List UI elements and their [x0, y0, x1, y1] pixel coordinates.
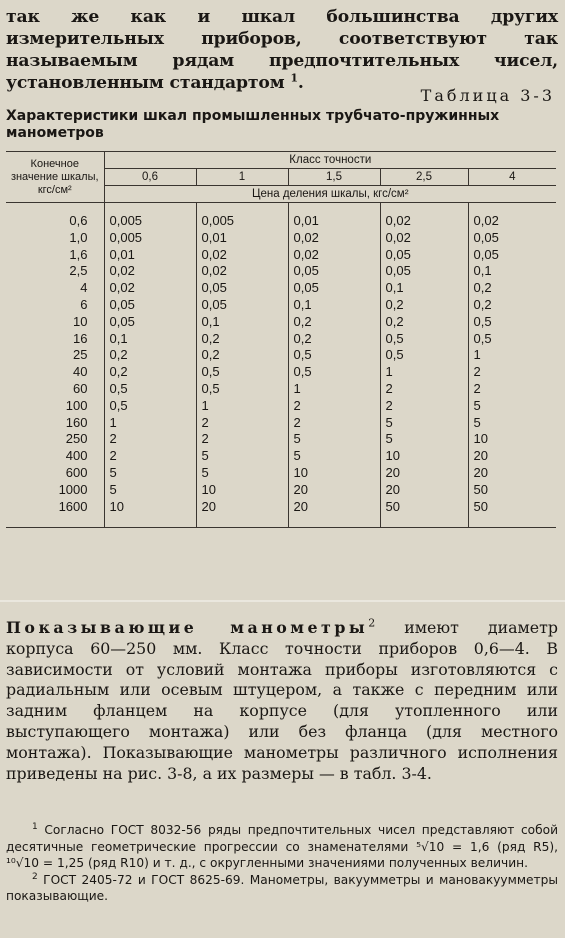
table-row: [6, 331, 556, 348]
main-heading-footnote-mark: 2: [368, 616, 376, 630]
division-value-cell: 5: [288, 448, 380, 465]
division-value-cell: 0,005: [104, 203, 196, 230]
division-value-cell: 10: [196, 482, 288, 499]
main-heading: Показывающие манометры: [6, 618, 369, 637]
col-header-accuracy-class: Класс точности: [104, 152, 556, 169]
division-value-cell: 20: [288, 482, 380, 499]
division-value-cell: 20: [380, 482, 468, 499]
final-value-cell: 250: [6, 431, 104, 448]
final-value-cell: 1,0: [6, 230, 104, 247]
final-value-cell: 100: [6, 398, 104, 415]
division-value-cell: 5: [468, 415, 556, 432]
division-value-cell: 20: [380, 465, 468, 482]
division-value-cell: 0,05: [104, 314, 196, 331]
division-value-cell: 2: [104, 448, 196, 465]
table-caption: Характеристики шкал промышленных трубчато-пружинных манометров: [6, 108, 500, 141]
division-value-cell: 0,1: [468, 263, 556, 280]
division-value-cell: 0,005: [104, 230, 196, 247]
division-value-cell: 0,02: [196, 247, 288, 264]
division-value-cell: 0,1: [104, 331, 196, 348]
division-value-cell: 2: [380, 381, 468, 398]
table-row: [6, 381, 556, 398]
division-value-cell: 0,01: [196, 230, 288, 247]
division-value-cell: 0,02: [104, 263, 196, 280]
division-value-cell: 50: [468, 499, 556, 528]
intro-text: так же как и шкал большинства других измерительных приборов, соответствуют так называемым рядам предпочтительных чисел, установленным стандартом: [6, 7, 558, 93]
division-value-cell: 1: [196, 398, 288, 415]
table-row: [6, 247, 556, 264]
division-value-cell: 2: [380, 398, 468, 415]
table-row: [6, 364, 556, 381]
division-value-cell: 0,5: [380, 347, 468, 364]
division-value-cell: 5: [288, 431, 380, 448]
division-value-cell: 0,5: [380, 331, 468, 348]
division-value-cell: 0,2: [468, 297, 556, 314]
division-value-cell: 0,02: [380, 230, 468, 247]
division-value-cell: 0,2: [380, 314, 468, 331]
division-value-cell: 0,5: [468, 331, 556, 348]
final-value-cell: 160: [6, 415, 104, 432]
division-value-cell: 0,05: [196, 280, 288, 297]
footnote-1: [6, 822, 558, 872]
final-value-cell: 600: [6, 465, 104, 482]
division-value-cell: 0,02: [380, 203, 468, 230]
division-value-cell: 0,2: [380, 297, 468, 314]
final-value-cell: 10: [6, 314, 104, 331]
class-header: 1: [196, 169, 288, 186]
table-row: [6, 448, 556, 465]
final-value-cell: 1000: [6, 482, 104, 499]
division-value-cell: 0,5: [288, 364, 380, 381]
division-value-cell: 1: [288, 381, 380, 398]
col-header-final-value: Конечное значение шкалы, кгс/см²: [6, 152, 104, 203]
division-value-cell: 0,01: [104, 247, 196, 264]
division-value-cell: 0,2: [196, 347, 288, 364]
division-value-cell: 0,05: [196, 297, 288, 314]
intro-paragraph: так же как и шкал большинства других измерительных приборов, соответствуют так называемым рядам предпочтительных чисел, установленным стандартом $^1$.: [6, 7, 558, 93]
division-value-cell: 0,1: [288, 297, 380, 314]
division-value-cell: 0,02: [288, 247, 380, 264]
division-value-cell: 0,2: [104, 347, 196, 364]
division-value-cell: 2: [196, 415, 288, 432]
division-value-cell: 0,05: [104, 297, 196, 314]
table-row: [6, 230, 556, 247]
division-value-cell: 0,2: [288, 331, 380, 348]
final-value-cell: 1,6: [6, 247, 104, 264]
table-row: [6, 398, 556, 415]
division-value-cell: 20: [288, 499, 380, 528]
division-value-cell: 0,05: [380, 263, 468, 280]
table-row: [6, 263, 556, 280]
division-value-cell: 20: [468, 448, 556, 465]
division-value-cell: 10: [380, 448, 468, 465]
table-row: [6, 482, 556, 499]
division-value-cell: 0,02: [288, 230, 380, 247]
division-value-cell: 10: [468, 431, 556, 448]
division-value-cell: 20: [468, 465, 556, 482]
division-value-cell: 0,5: [196, 364, 288, 381]
division-value-cell: 0,05: [468, 247, 556, 264]
table-row: [6, 347, 556, 364]
footnote-1-text: Согласно ГОСТ 8032-56 ряды предпочтительных чисел представляют собой десятичные геометрические прогрессии со знаменателями ⁵√10 = 1,6 (ряд R5), ¹⁰√10 = 1,25 (ряд R10) и т. д., с округленными значениями полученных величин.: [6, 823, 558, 870]
division-value-cell: 0,02: [196, 263, 288, 280]
division-value-cell: 5: [104, 465, 196, 482]
table-row: [6, 203, 556, 230]
final-value-cell: 25: [6, 347, 104, 364]
main-text: имеют диаметр корпуса 60—250 мм. Класс точности приборов 0,6—4. В зависимости от условий монтажа приборы изготовляются с радиальным или осевым штуцером, а также с передним или задним фланцем на корпусе (для утопленного или выступающего монтажа) или без фланца (для местного монтажа). Показывающие манометры различного исполнения приведены на рис. 3-8, а их размеры — в табл. 3-4.: [6, 618, 559, 783]
division-value-cell: 0,5: [196, 381, 288, 398]
table-number: Таблица 3-3: [420, 86, 555, 105]
division-value-cell: 5: [104, 482, 196, 499]
final-value-cell: 60: [6, 381, 104, 398]
division-value-cell: 0,5: [104, 381, 196, 398]
division-value-cell: 0,2: [468, 280, 556, 297]
division-value-cell: 0,02: [468, 203, 556, 230]
division-value-cell: 10: [104, 499, 196, 528]
division-value-cell: 10: [288, 465, 380, 482]
final-value-cell: 16: [6, 331, 104, 348]
table-row: [6, 431, 556, 448]
footnote-1-mark: 1: [32, 821, 38, 832]
division-value-cell: 50: [380, 499, 468, 528]
division-value-cell: 2: [104, 431, 196, 448]
division-value-cell: 0,5: [288, 347, 380, 364]
table-row: [6, 280, 556, 297]
final-value-cell: 400: [6, 448, 104, 465]
intro-footnote-mark: 1: [290, 71, 298, 85]
table-row: [6, 415, 556, 432]
division-value-cell: 0,05: [288, 263, 380, 280]
division-value-cell: 2: [288, 398, 380, 415]
division-value-cell: 5: [196, 465, 288, 482]
footnote-2: [6, 872, 558, 905]
division-value-cell: 0,05: [468, 230, 556, 247]
section-divider: [0, 600, 565, 602]
division-value-cell: 5: [380, 431, 468, 448]
main-paragraph: [6, 618, 558, 784]
division-value-cell: 0,5: [468, 314, 556, 331]
table-row: [6, 314, 556, 331]
division-value-cell: 5: [196, 448, 288, 465]
table-row: [6, 297, 556, 314]
division-value-cell: 0,5: [104, 398, 196, 415]
division-value-cell: 0,1: [380, 280, 468, 297]
division-value-cell: 0,05: [380, 247, 468, 264]
footnotes: [6, 822, 558, 905]
division-value-cell: 0,2: [196, 331, 288, 348]
division-value-cell: 5: [380, 415, 468, 432]
division-value-cell: 2: [468, 364, 556, 381]
division-value-cell: 2: [468, 381, 556, 398]
class-header: 4: [468, 169, 556, 186]
division-value-cell: 5: [468, 398, 556, 415]
col-header-division-value: Цена деления шкалы, кгс/см²: [104, 186, 556, 203]
division-value-cell: 2: [196, 431, 288, 448]
division-value-cell: 1: [104, 415, 196, 432]
division-value-cell: 0,2: [104, 364, 196, 381]
footnote-2-text: ГОСТ 2405-72 и ГОСТ 8625-69. Манометры, вакуумметры и мановакуумметры показывающие.: [6, 872, 558, 903]
final-value-cell: 6: [6, 297, 104, 314]
class-header: 0,6: [104, 169, 196, 186]
final-value-cell: 4: [6, 280, 104, 297]
table-row: [6, 499, 556, 528]
final-value-cell: 2,5: [6, 263, 104, 280]
table-body: [6, 203, 556, 528]
division-value-cell: 0,05: [288, 280, 380, 297]
class-header: 2,5: [380, 169, 468, 186]
final-value-cell: 40: [6, 364, 104, 381]
division-value-cell: 0,005: [196, 203, 288, 230]
division-value-cell: 2: [288, 415, 380, 432]
division-value-cell: 50: [468, 482, 556, 499]
division-value-cell: 20: [196, 499, 288, 528]
division-value-cell: 0,01: [288, 203, 380, 230]
final-value-cell: 1600: [6, 499, 104, 528]
scale-table: [6, 151, 556, 528]
final-value-cell: 0,6: [6, 203, 104, 230]
table-row: [6, 465, 556, 482]
division-value-cell: 1: [468, 347, 556, 364]
class-header: 1,5: [288, 169, 380, 186]
division-value-cell: 0,1: [196, 314, 288, 331]
division-value-cell: 0,2: [288, 314, 380, 331]
division-value-cell: 1: [380, 364, 468, 381]
footnote-2-mark: 2: [32, 871, 38, 882]
division-value-cell: 0,02: [104, 280, 196, 297]
